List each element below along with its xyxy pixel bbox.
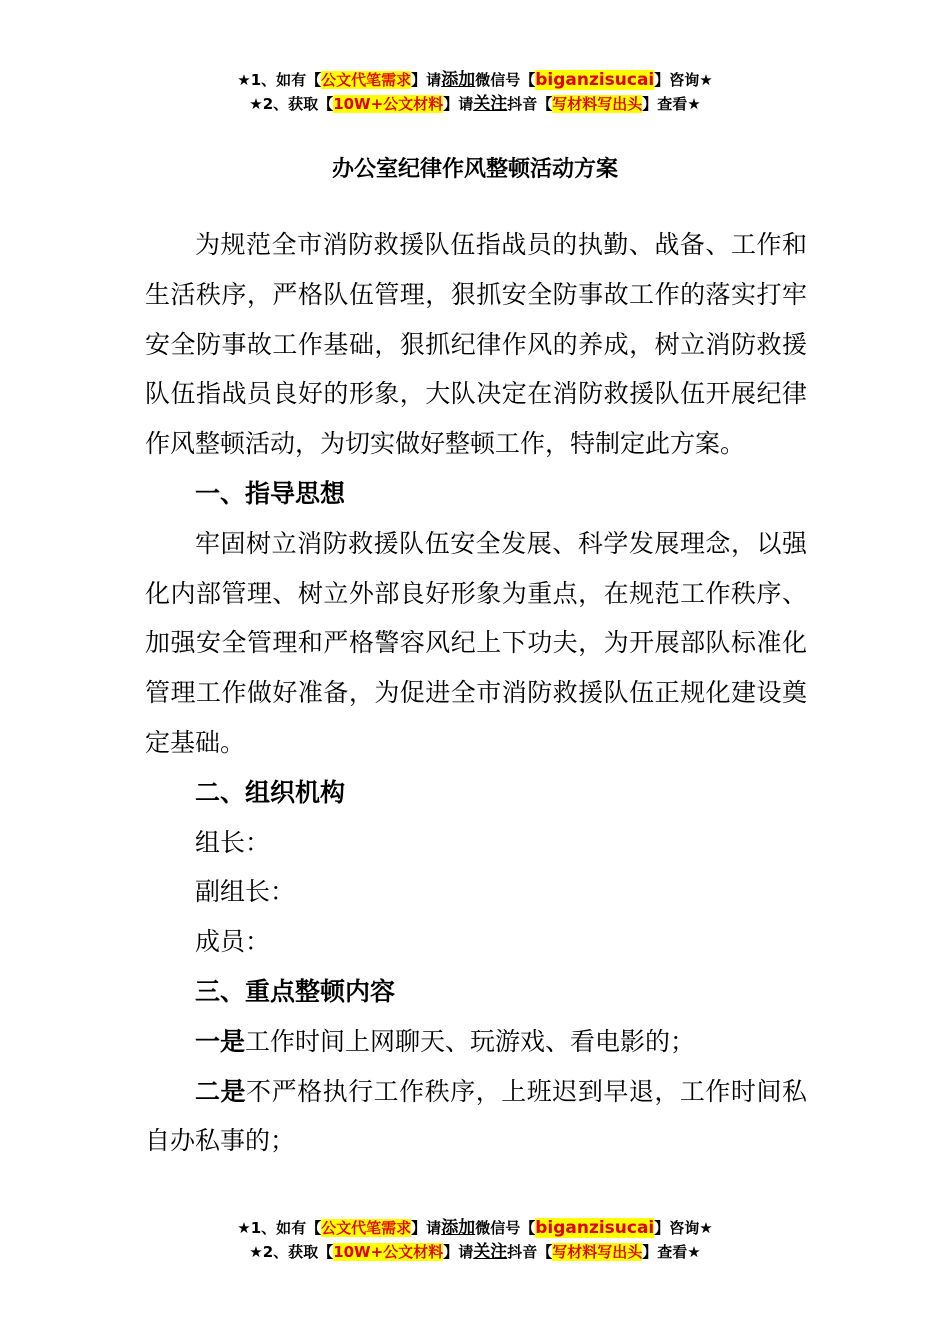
highlight-materials: 10W+公文材料 — [333, 95, 444, 113]
highlight-wechat-id: biganzisucai — [535, 70, 655, 90]
document-title: 办公室纪律作风整顿活动方案 — [331, 157, 618, 182]
highlight-service: 公文代笔需求 — [321, 71, 412, 89]
highlight-douyin: 写材料写出头 — [552, 95, 643, 113]
highlight-wechat-id: biganzisucai — [535, 1218, 655, 1238]
bottom-banner — [0, 1216, 950, 1264]
highlight-materials: 10W+公文材料 — [333, 1243, 444, 1261]
document-body — [145, 220, 807, 1166]
org-leader-line: 组长： — [195, 827, 271, 857]
banner-line-2: ★2、获取【10W+公文材料】请关注抖音【写材料写出头】查看★ — [249, 1242, 701, 1262]
org-deputy-line: 副组长： — [195, 877, 296, 907]
top-banner — [0, 68, 950, 116]
section-heading-key-content: 三、重点整顿内容 — [195, 976, 396, 1006]
intro-paragraph: 为规范全市消防救援队伍指战员的执勤、战备、工作和生活秩序，严格队伍管理，狠抓安全防事故工作的落实打牢安全防事故工作基础，狠抓纪律作风的养成，树立消防救援队伍指战员良好的形象，大队决定在消防救援队伍开展纪律作风整顿活动，为切实做好整顿工作，特制定此方案。 — [145, 230, 807, 459]
section-heading-organization: 二、组织机构 — [195, 777, 346, 807]
section-heading-guiding-ideology: 一、指导思想 — [195, 478, 346, 508]
org-members-line: 成员： — [195, 927, 271, 957]
key-item-1: 一是工作时间上网聊天、玩游戏、看电影的； — [195, 1026, 696, 1056]
guiding-ideology-paragraph: 牢固树立消防救援队伍安全发展、科学发展理念，以强化内部管理、树立外部良好形象为重点，在规范工作秩序、加强安全管理和严格警容风纪上下功夫，为开展部队标准化管理工作做好准备，为促进全市消防救援队伍正规化建设奠定基础。 — [145, 528, 807, 757]
banner-line-2: ★2、获取【10W+公文材料】请关注抖音【写材料写出头】查看★ — [249, 94, 701, 114]
highlight-douyin: 写材料写出头 — [552, 1243, 643, 1261]
banner-line-1: ★1、如有【公文代笔需求】请添加微信号【biganzisucai】咨询★ — [237, 1218, 713, 1238]
highlight-service: 公文代笔需求 — [321, 1219, 412, 1237]
banner-line-1: ★1、如有【公文代笔需求】请添加微信号【biganzisucai】咨询★ — [237, 70, 713, 90]
key-item-2: 二是不严格执行工作秩序，上班迟到早退，工作时间私自办私事的； — [145, 1076, 807, 1156]
